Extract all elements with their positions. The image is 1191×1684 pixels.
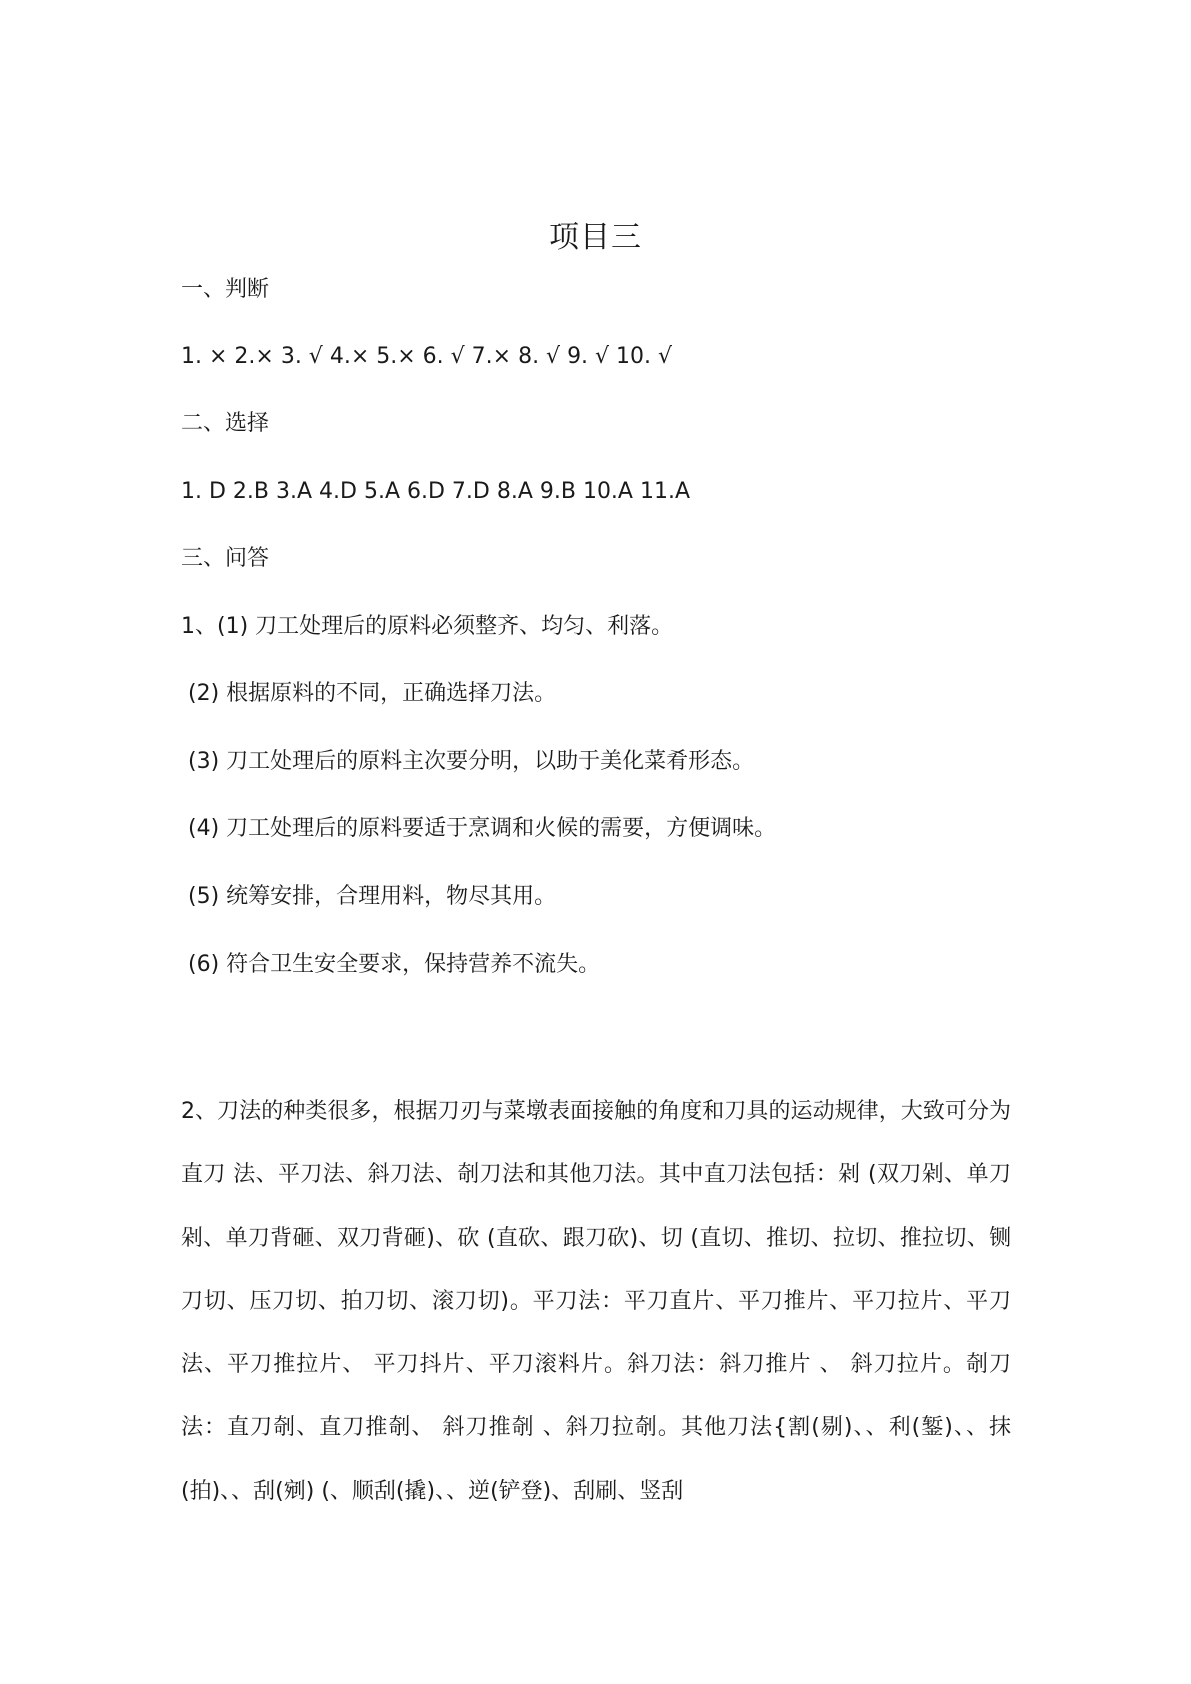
judgement-answers: 1. × 2.× 3. √ 4.× 5.× 6. √ 7.× 8. √ 9. √ 10. √: [181, 344, 673, 369]
qa-1-item-6: (6) 符合卫生安全要求，保持营养不流失。: [188, 952, 601, 977]
qa-1-item-5: (5) 统筹安排，合理用料，物尽其用。: [188, 884, 557, 909]
qa-1-item-4: (4) 刀工处理后的原料要适于烹调和火候的需要，方便调味。: [188, 816, 777, 841]
qa-1-item-3: (3) 刀工处理后的原料主次要分明，以助于美化菜肴形态。: [188, 749, 755, 774]
section-heading-qa: 三、问答: [181, 546, 270, 571]
qa-1-item-1: 1、(1) 刀工处理后的原料必须整齐、均匀、利落。: [181, 614, 674, 639]
choice-answers: 1. D 2.B 3.A 4.D 5.A 6.D 7.D 8.A 9.B 10.A 11.A: [181, 479, 691, 504]
page-title: 项目三: [549, 220, 642, 255]
qa-2-paragraph: 2、刀法的种类很多，根据刀刃与菜墩表面接触的角度和刀具的运动规律，大致可分为直刀 法、平刀法、斜刀法、剞刀法和其他刀法。其中直刀法包括：剁 (双刀剁、单刀剁、单刀背砸、双刀背砸)、砍 (直砍、跟刀砍)、切 (直切、推切、拉切、推拉切、铡刀切、压刀切、拍刀切、滚刀切)。平刀法：平刀直片、平刀推片、平刀拉片、平刀法、平刀推拉片、 平刀抖片、平刀滚料片。斜刀法：斜刀推片 、 斜刀拉片。剞刀法：直刀剞、直刀推剞、 斜刀推剞 、斜刀拉剞。其他刀法{割(剔)、、利(錾)、、抹(拍)、、刮(剜) (、顺刮(撬)、、逆(铲登)、刮刷、竖刮: [181, 1099, 1011, 1504]
section-heading-judgement: 一、判断: [181, 277, 270, 302]
qa-1-item-2: (2) 根据原料的不同，正确选择刀法。: [188, 681, 557, 706]
section-heading-choice: 二、选择: [181, 411, 270, 436]
